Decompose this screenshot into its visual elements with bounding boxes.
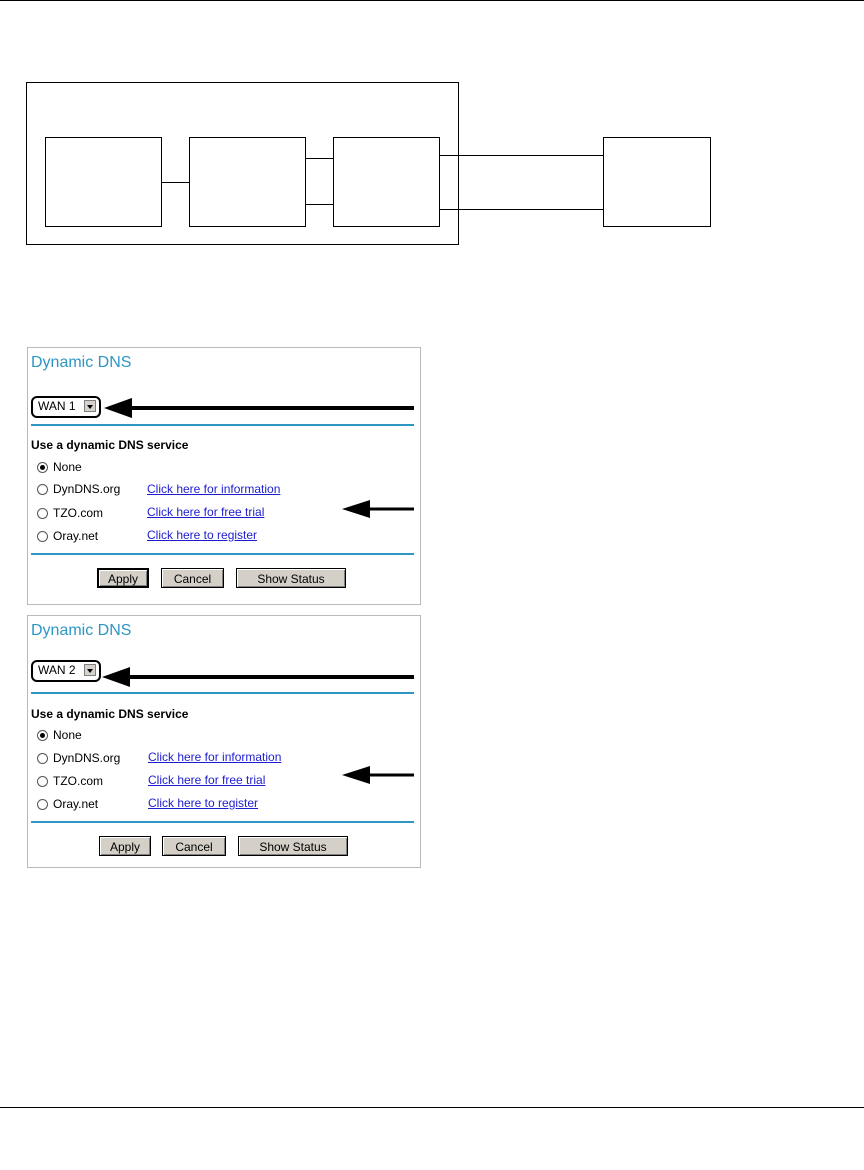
section-label: Use a dynamic DNS service	[31, 438, 189, 452]
option-label: DynDNS.org	[53, 751, 121, 765]
option-label: None	[53, 460, 82, 474]
cancel-button[interactable]: Cancel	[161, 568, 224, 588]
wan-select-value: WAN 1	[38, 399, 76, 413]
option-label: TZO.com	[53, 774, 103, 788]
option-label: None	[53, 728, 82, 742]
option-label: TZO.com	[53, 506, 103, 520]
panel-title: Dynamic DNS	[31, 354, 132, 371]
oray-register-link[interactable]: Click here to register	[148, 796, 259, 810]
option-label: Oray.net	[53, 529, 99, 543]
dyndns-info-link[interactable]: Click here for information	[147, 482, 281, 496]
show-status-button[interactable]: Show Status	[236, 568, 346, 588]
section-label: Use a dynamic DNS service	[31, 707, 189, 721]
apply-button[interactable]: Apply	[99, 836, 151, 856]
arrow-icon	[342, 500, 414, 518]
wan-select-value: WAN 2	[38, 663, 76, 677]
panel-title: Dynamic DNS	[31, 622, 132, 639]
arrow-icon	[102, 667, 414, 687]
tzo-trial-link[interactable]: Click here for free trial	[148, 773, 266, 787]
cancel-button[interactable]: Cancel	[162, 836, 226, 856]
option-label: DynDNS.org	[53, 482, 121, 496]
arrow-icon	[342, 766, 414, 784]
bottom-rule	[0, 1107, 864, 1108]
tzo-trial-link[interactable]: Click here for free trial	[147, 505, 265, 519]
oray-register-link[interactable]: Click here to register	[147, 528, 258, 542]
dyndns-info-link[interactable]: Click here for information	[148, 750, 282, 764]
show-status-button[interactable]: Show Status	[238, 836, 348, 856]
apply-button[interactable]: Apply	[97, 568, 149, 588]
arrow-icon	[104, 398, 414, 418]
option-label: Oray.net	[53, 797, 99, 811]
